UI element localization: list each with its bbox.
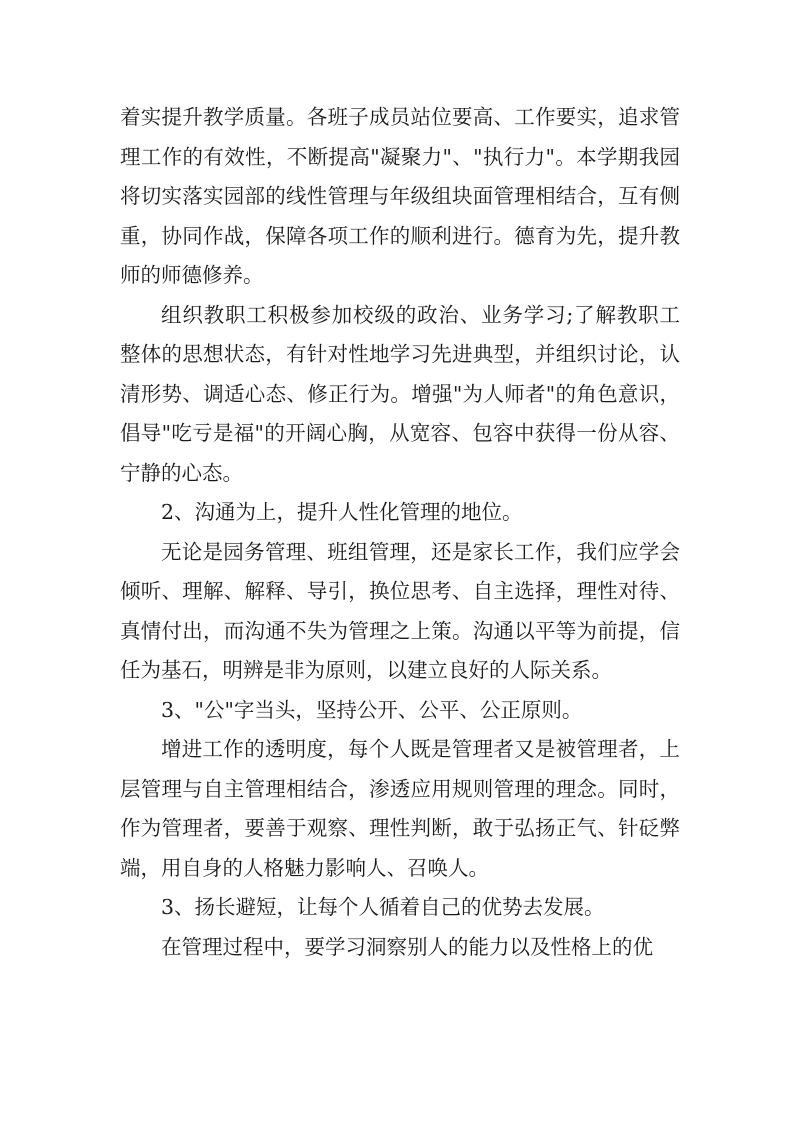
document-body bbox=[120, 98, 680, 967]
paragraph-communication: 无论是园务管理、班组管理，还是家长工作，我们应学会倾听、理解、解释、导引，换位思考、自主选择，理性对待、真情付出，而沟通不失为管理之上策。沟通以平等为前提，信任为基石，明辨是非为原则，以建立良好的人际关系。 bbox=[120, 539, 680, 682]
paragraph-staff-study: 组织教职工积极参加校级的政治、业务学习;了解教职工整体的思想状态，有针对性地学习先进典型，并组织讨论，认清形势、调适心态、修正行为。增强"为人师者"的角色意识，倡导"吃亏是福"的开阔心胸，从宽容、包容中获得一份从容、宁静的心态。 bbox=[120, 302, 680, 485]
heading-fairness: 3、"公"字当头，坚持公开、公平、公正原则。 bbox=[161, 697, 583, 722]
paragraph-strengths: 在管理过程中，要学习洞察别人的能力以及性格上的优 bbox=[161, 934, 653, 959]
paragraph-continuation: 着实提升教学质量。各班子成员站位要高、工作要实，追求管理工作的有效性，不断提高"凝聚力"、"执行力"。本学期我园将切实落实园部的线性管理与年级组块面管理相结合，互有侧重，协同作战，保障各项工作的顺利进行。德育为先，提升教师的师德修养。 bbox=[120, 105, 680, 287]
heading-communication: 2、沟通为上，提升人性化管理的地位。 bbox=[161, 500, 523, 524]
paragraph-fairness: 增进工作的透明度，每个人既是管理者又是被管理者，上层管理与自主管理相结合，渗透应用规则管理的理念。同时，作为管理者，要善于观察、理性判断，敢于弘扬正气、针砭弊端，用自身的人格魅力影响人、召唤人。 bbox=[120, 737, 680, 880]
heading-strengths: 3、扬长避短，让每个人循着自己的优势去发展。 bbox=[161, 895, 605, 919]
